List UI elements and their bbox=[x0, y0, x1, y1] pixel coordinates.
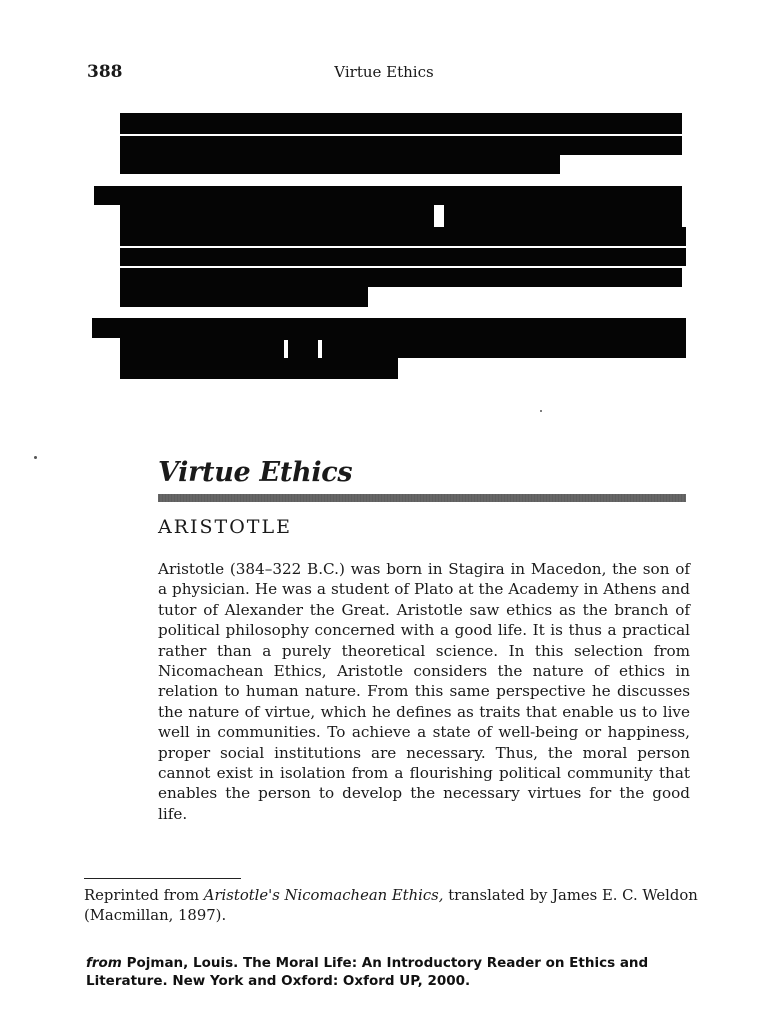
running-header: Virtue Ethics bbox=[334, 63, 434, 81]
footnote-prefix: Reprinted from bbox=[84, 887, 204, 904]
citation-text: Pojman, Louis. The Moral Life: An Introductory Reader on Ethics and Literature. New York and Oxford: Oxford UP, 2000. bbox=[86, 955, 649, 989]
essay-author: ARISTOTLE bbox=[158, 516, 292, 538]
essay-title: Virtue Ethics bbox=[158, 457, 353, 488]
citation-note bbox=[86, 954, 726, 990]
scan-speck bbox=[34, 456, 37, 459]
title-rule bbox=[158, 494, 686, 502]
scan-speck bbox=[540, 410, 542, 412]
page-number: 388 bbox=[87, 62, 123, 82]
source-footnote bbox=[84, 886, 704, 926]
intro-paragraph: Aristotle (384–322 B.C.) was born in Stagira in Macedon, the son of a physician. He was a student of Plato at the Academy in Athens and tutor of Alexander the Great. Aristotle saw ethics as the branch of political philosophy concerned with a good life. It is thus a practical rather than a purely theoretical science. In this selection from Nicomachean Ethics, Aristotle considers the nature of ethics in relation to human nature. From this same perspective he discusses the nature of virtue, which he defines as traits that enable us to live well in communities. To achieve a state of well-being or happiness, proper social institutions are necessary. Thus, the moral person cannot exist in isolation from a flourishing political community that enables the person to develop the necessary virtues for the good life. bbox=[158, 560, 690, 823]
footnote-suffix: translated by James E. C. Weldon (Macmillan, 1897). bbox=[84, 887, 698, 924]
citation-lead: from bbox=[86, 955, 122, 971]
footnote-work-title: Aristotle's Nicomachean Ethics, bbox=[203, 887, 444, 904]
footnote-rule bbox=[84, 878, 241, 879]
